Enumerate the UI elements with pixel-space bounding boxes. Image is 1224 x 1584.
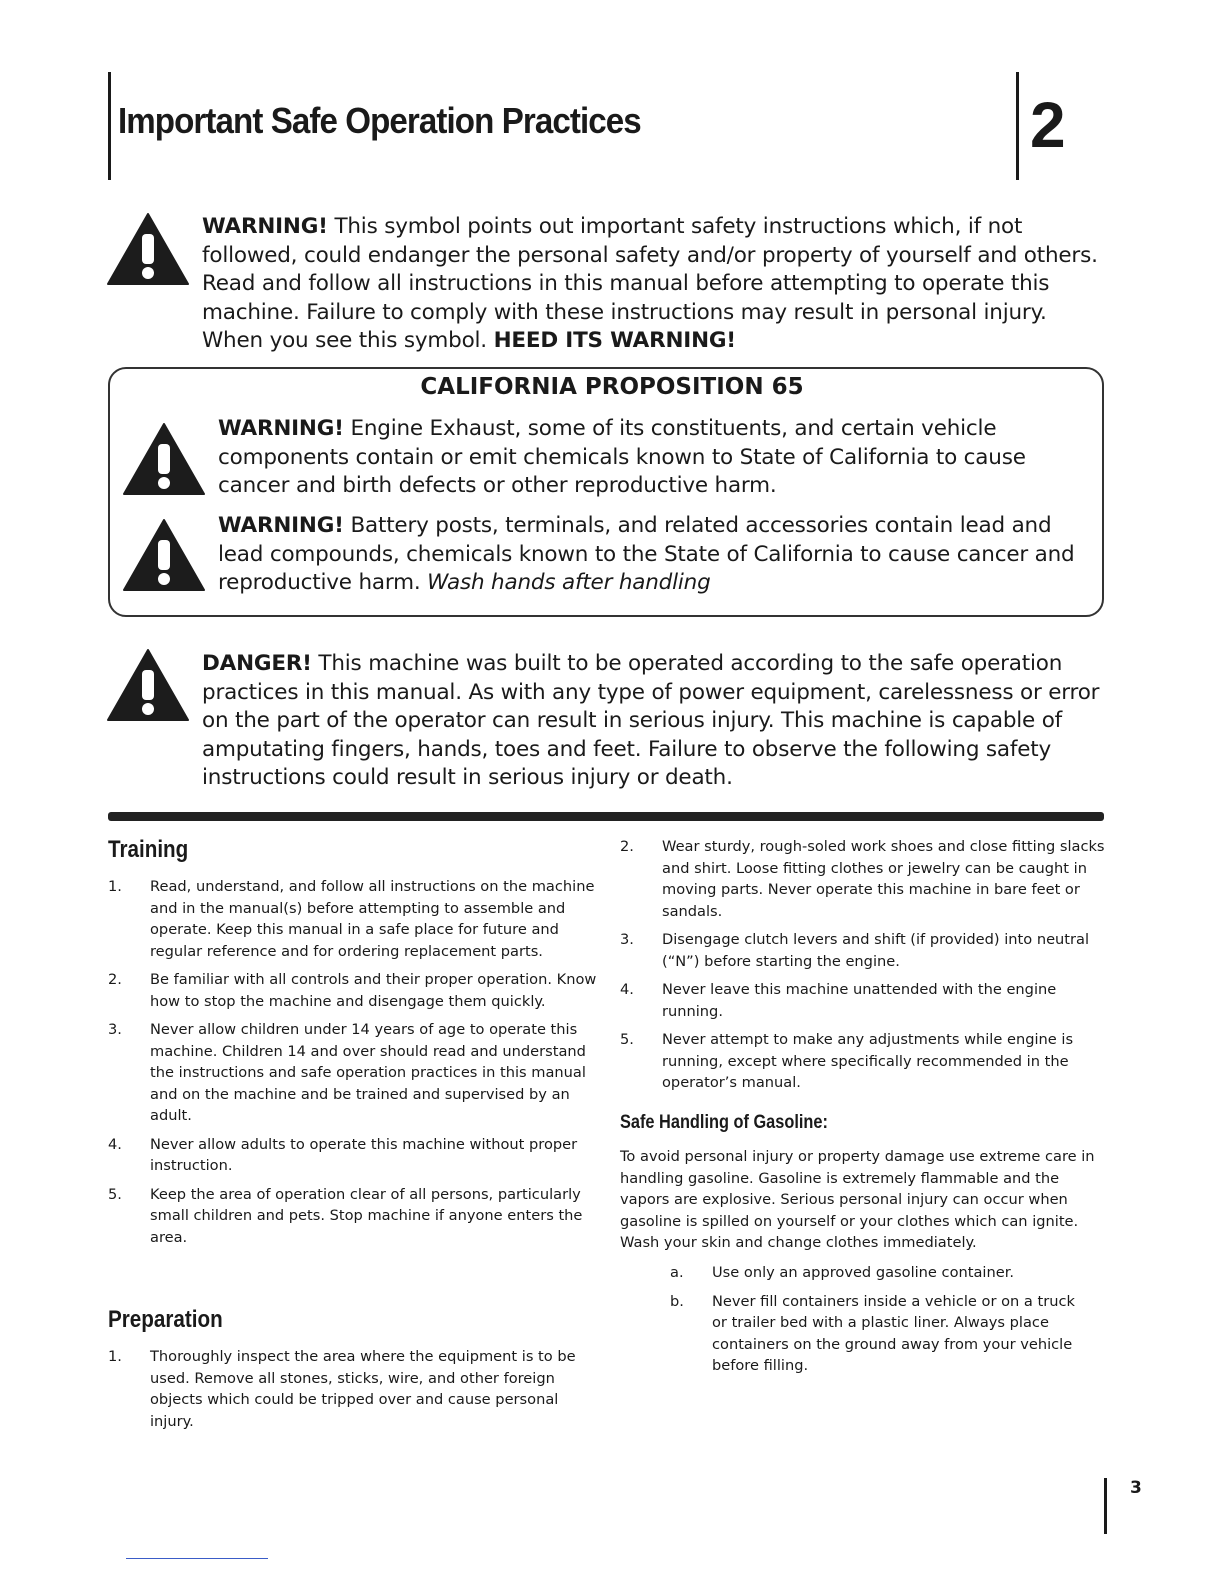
list-text: Use only an approved gasoline container. (712, 1264, 1015, 1281)
list-item (670, 1291, 1090, 1377)
heed-warning-emphasis: HEED ITS WARNING! (493, 328, 736, 354)
warning-triangle-icon (122, 518, 206, 592)
list-item (108, 876, 598, 962)
warning-label: WARNING! (202, 214, 328, 239)
list-text: Never allow adults to operate this machine without proper instruction. (150, 1135, 578, 1174)
list-text: Keep the area of operation clear of all persons, particularly small children and pets. Stop machine if anyone enters the area. (150, 1185, 583, 1246)
training-list (108, 876, 598, 1255)
safety-alert-line2: When you see this symbol. (202, 328, 487, 354)
list-number: 5. (108, 1185, 122, 1203)
danger-text (202, 650, 1107, 793)
list-text: Never fill containers inside a vehicle or on a truck or trailer bed with a plastic liner. Always place containers on the ground away from your vehicle before filling. (712, 1292, 1075, 1374)
wash-hands-note: Wash hands after handling (427, 570, 711, 596)
chapter-number: 2 (1030, 89, 1066, 161)
danger-body: This machine was built to be operated according to the safe operation practices in this manual. As with any type of power equipment, carelessness or error on the part of the operator can result in serious injury. This machine is capable of amputating fingers, hands, toes and feet. Failure to observe the following safety instructions could result in serious injury or death. (202, 651, 1100, 791)
warning-triangle-icon (122, 422, 206, 496)
california-warning-battery-text: Battery posts, terminals, and related accessories contain lead and lead compounds, chemicals known to the State of California to cause cancer and reproductive harm. (218, 513, 1075, 596)
list-item (108, 969, 598, 1012)
california-warning-engine-text: Engine Exhaust, some of its constituents, and certain vehicle components contain or emit chemicals known to State of California to cause cancer and birth defects or other reproductive harm. (218, 416, 1026, 499)
california-title: CALIFORNIA PROPOSITION 65 (420, 374, 804, 400)
list-number: 1. (108, 1348, 122, 1365)
danger-label: DANGER! (202, 651, 312, 676)
list-item (108, 1019, 598, 1127)
chapter-title: Important Safe Operation Practices (118, 100, 641, 141)
list-number: 3. (620, 931, 634, 948)
list-number: 2. (108, 971, 122, 988)
list-text: Disengage clutch levers and shift (if provided) into neutral (“N”) before starting the engine. (662, 931, 1090, 970)
gasoline-list (670, 1262, 1090, 1384)
header-right-bar (1016, 72, 1019, 180)
list-item (620, 1029, 1110, 1094)
list-item (620, 836, 1110, 922)
gasoline-heading: Safe Handling of Gasoline: (620, 1112, 828, 1133)
list-item (108, 1184, 598, 1249)
training-heading: Training (108, 836, 189, 863)
list-item (620, 929, 1110, 972)
list-number: 1. (108, 878, 122, 895)
california-warning-battery (218, 512, 1098, 598)
gasoline-intro: To avoid personal injury or property damage use extreme care in handling gasoline. Gasoline is extremely flammable and the vapors are explosive. Serious personal injury can occur when gasoline is spilled on yourself or your clothes which can ignite. Wash your skin and change clothes immediately. (620, 1148, 1095, 1251)
list-item (108, 1346, 598, 1432)
page-number: 3 (1130, 1478, 1142, 1498)
safety-alert-text (202, 213, 1107, 356)
list-number: 5. (620, 1031, 634, 1048)
page-number-bar (1104, 1478, 1107, 1534)
safety-alert-body: This symbol points out important safety instructions which, if not followed, could endanger the personal safety and/or property of yourself and others. Read and follow all instructions in this manual before attempting to operate this machine. Failure to comply with these instructions may result in personal injury. (202, 214, 1098, 325)
list-text: Never attempt to make any adjustments while engine is running, except where specifically recommended in the operator’s manual. (662, 1031, 1074, 1091)
list-number: 2. (620, 838, 634, 855)
list-item (620, 979, 1110, 1022)
list-text: Thoroughly inspect the area where the equipment is to be used. Remove all stones, sticks, wire, and other foreign objects which could be tripped over and cause personal injury. (150, 1348, 576, 1430)
section-divider (108, 812, 1104, 821)
list-text: Be familiar with all controls and their proper operation. Know how to stop the machine and disengage them quickly. (150, 971, 597, 1010)
preparation-list-part2 (620, 836, 1110, 1101)
header-left-bar (108, 72, 111, 180)
warning-label: WARNING! (218, 416, 344, 441)
list-number: b. (670, 1292, 684, 1310)
list-item (108, 1134, 598, 1177)
list-text: Never leave this machine unattended with the engine running. (662, 981, 1057, 1020)
list-number: 4. (620, 981, 634, 998)
list-text: Wear sturdy, rough-soled work shoes and close fitting slacks and shirt. Loose fitting clothes or jewelry can be caught in moving parts. Never operate this machine in bare feet or sandals. (662, 838, 1105, 920)
warning-triangle-icon (106, 212, 190, 286)
warning-label: WARNING! (218, 513, 344, 538)
danger-triangle-icon (106, 648, 190, 722)
footer-line (126, 1558, 268, 1559)
list-number: 4. (108, 1135, 122, 1153)
preparation-heading: Preparation (108, 1306, 223, 1333)
list-text: Never allow children under 14 years of age to operate this machine. Children 14 and over should read and understand the instructions and safe operation practices in this manual and on the machine and be trained and supervised by an adult. (150, 1021, 586, 1124)
list-number: a. (670, 1264, 684, 1281)
list-number: 3. (108, 1021, 122, 1038)
list-item (670, 1262, 1090, 1284)
list-text: Read, understand, and follow all instructions on the machine and in the manual(s) before attempting to assemble and operate. Keep this manual in a safe place for future and regular reference and for ordering replacement parts. (150, 878, 595, 960)
california-warning-engine (218, 415, 1098, 501)
preparation-list-part1 (108, 1346, 598, 1439)
